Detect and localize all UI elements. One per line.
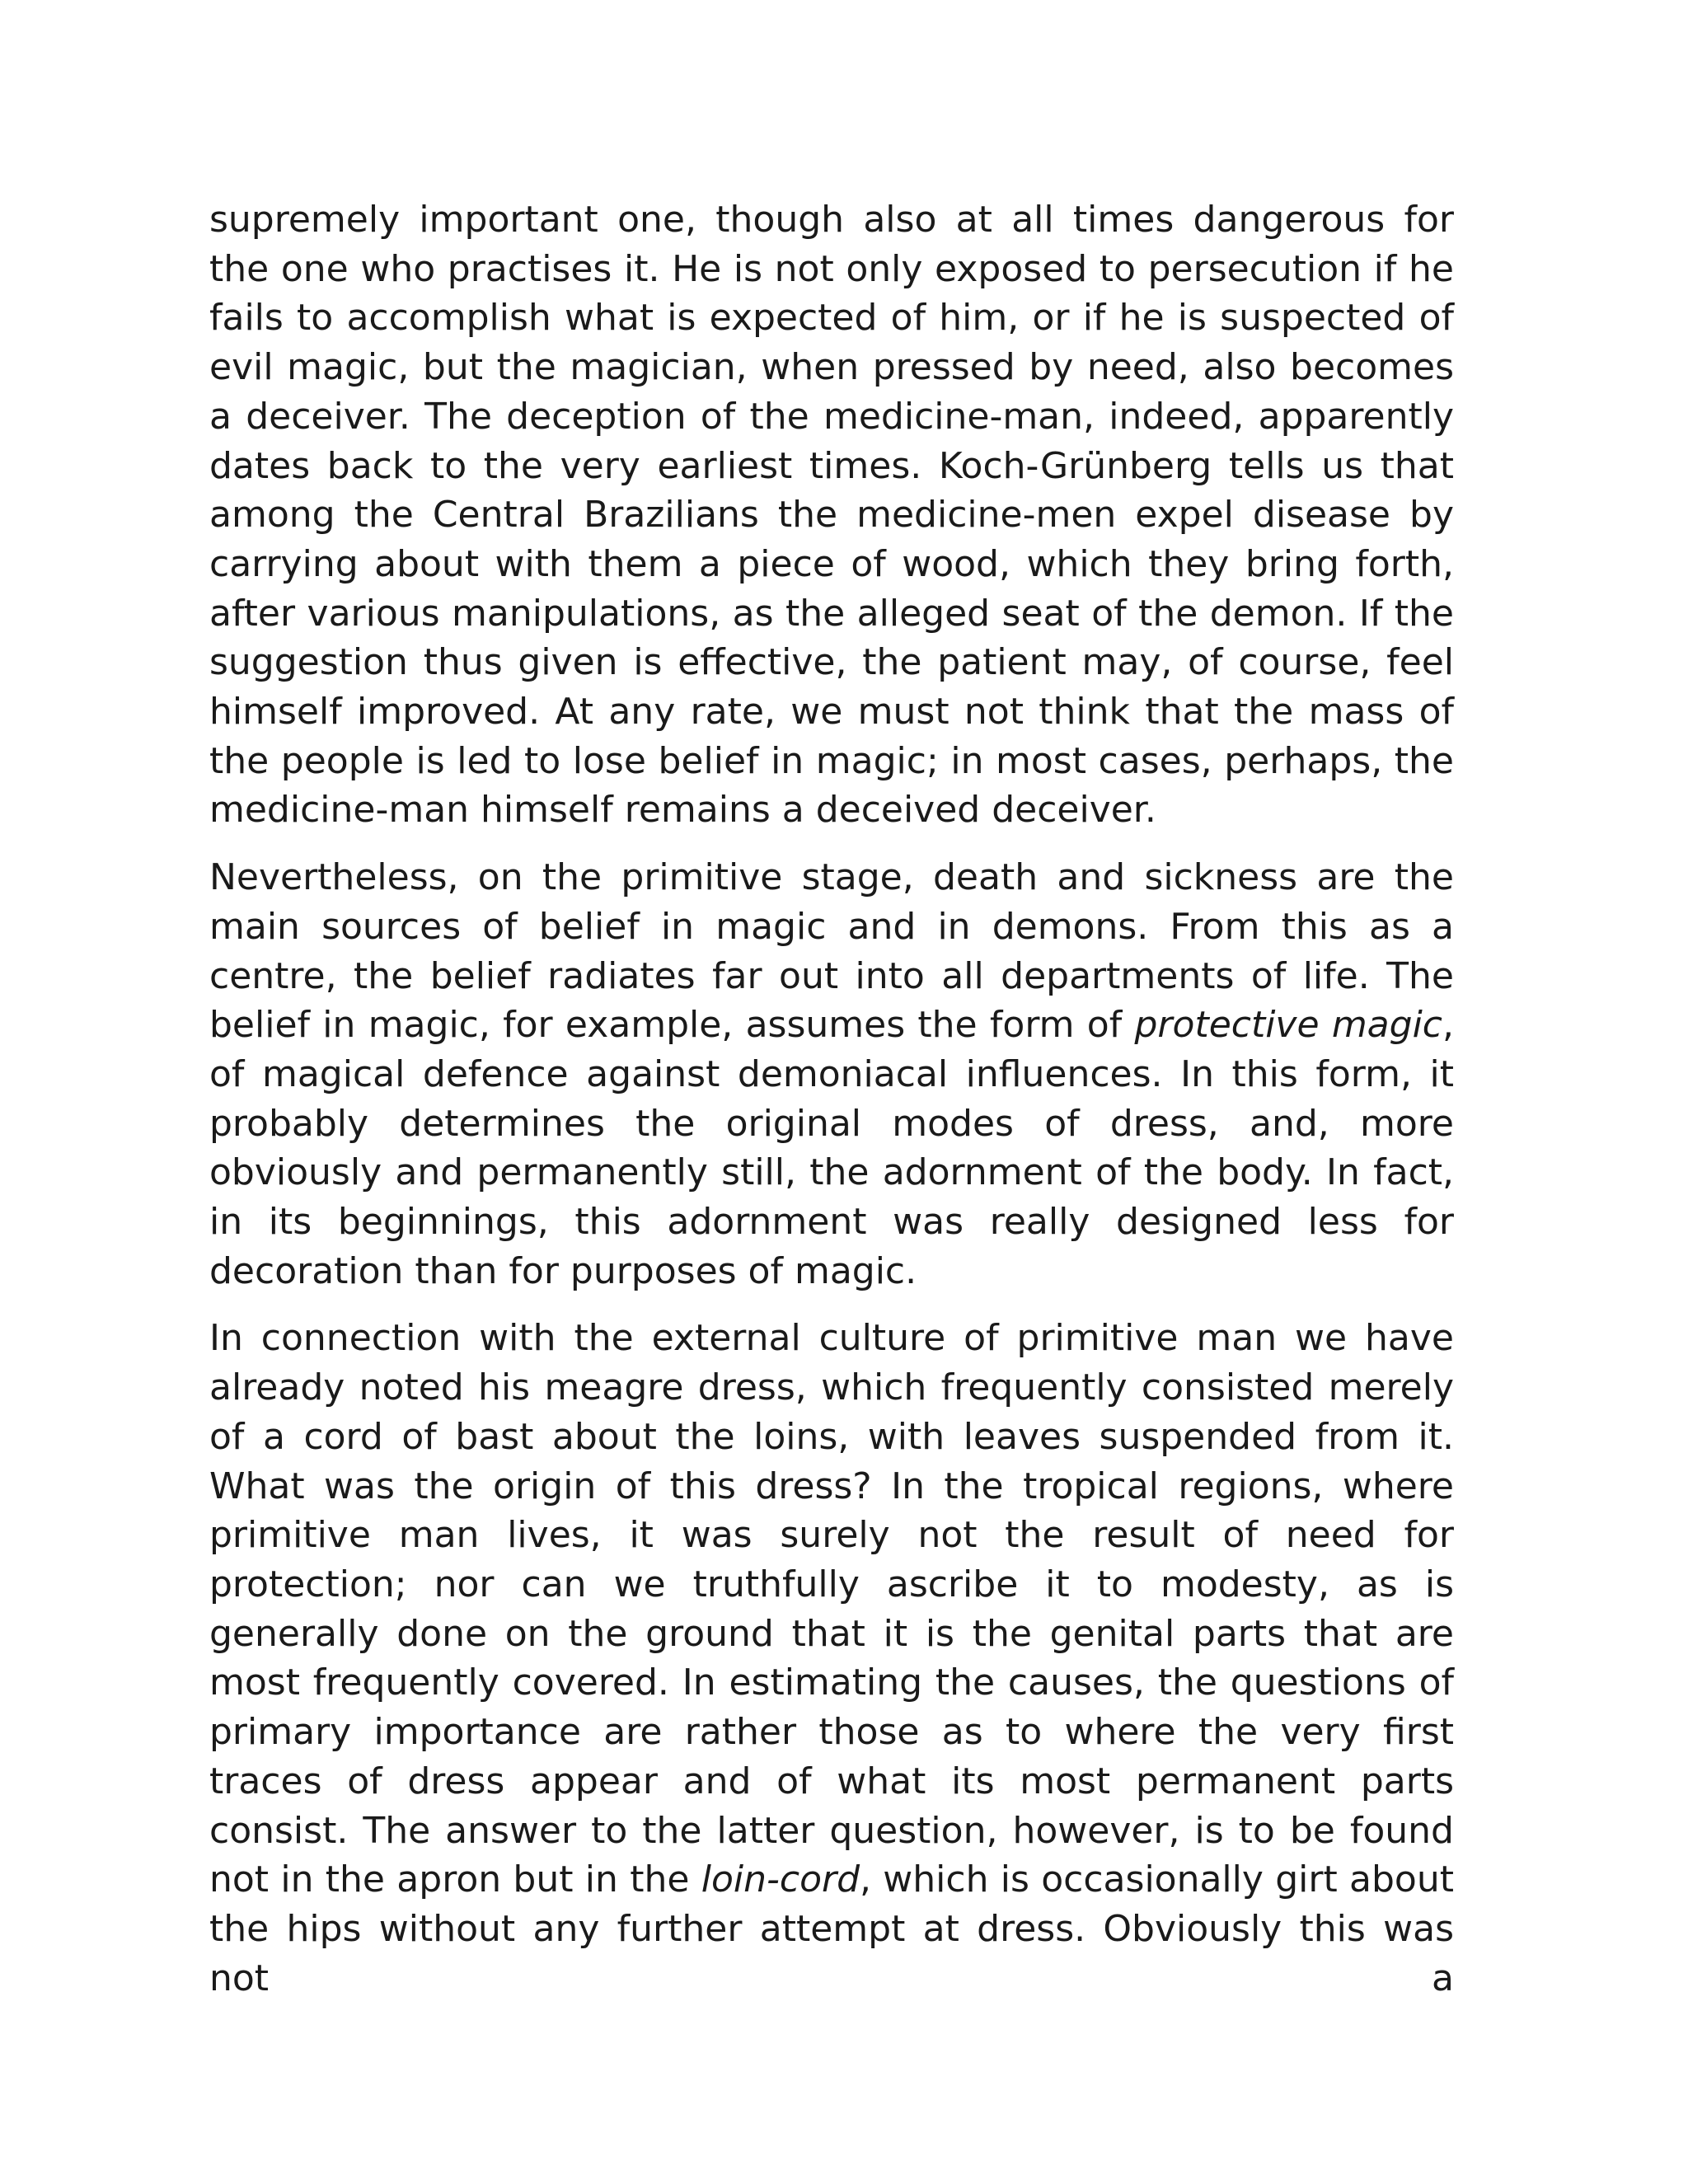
italic-term-protective-magic: protective magic: [1134, 1004, 1442, 1047]
paragraph-2: [209, 853, 1454, 1296]
italic-term-loin-cord: loin-cord: [701, 1858, 860, 1901]
paragraph-3-run-1: In connection with the external culture of primitive man we have already noted his meagre dress, which frequently consisted merely of a cord of bast about the loins, with leaves suspended from it. What was the origin of this dress? In the tropical regions, where primitive man lives, it was surely not the result of need for protection; nor can we truthfully ascribe it to modesty, as is generally done on the ground that it is the genital parts that are most frequently covered. In estimating the causes, the questions of primary importance are rather those as to where the very first traces of dress appear and of what its most permanent parts consist. The answer to the latter question, however, is to be found not in the apron but in the: [209, 1317, 1454, 1901]
paragraph-2-run-1: Nevertheless, on the primitive stage, death and sickness are the main sources of belief in magic and in demons. From this as a centre, the belief radiates far out into all departments of life. The belief in magic, for example, assumes the form of: [209, 856, 1454, 1047]
paragraph-2-run-3: , of magical defence against demoniacal influences. In this form, it probably determines the original modes of dress, and, more obviously and permanently still, the adornment of the body. In fact, in its beginnings, this adornment was really designed less for decoration than for purposes of magic.: [209, 1004, 1454, 1292]
paragraph-1: [209, 195, 1454, 835]
body-text: [209, 195, 1454, 2003]
paragraph-1-run-1: supremely important one, though also at all times dangerous for the one who practises it. He is not only exposed to persecution if he fails to accomplish what is expected of him, or if he is suspected of evil magic, but the magician, when pressed by need, also becomes a deceiver. The deception of the medicine-man, indeed, apparently dates back to the very earliest times. Koch-Grünberg tells us that among the Central Brazilians the medicine-men expel disease by carrying about with them a piece of wood, which they bring forth, after various manipulations, as the alleged seat of the demon. If the suggestion thus given is effective, the patient may, of course, feel himself improved. At any rate, we must not think that the mass of the people is led to lose belief in magic; in most cases, perhaps, the medicine-man himself remains a deceived deceiver.: [209, 199, 1454, 832]
paragraph-3-run-3: , which is occasionally girt about the hips without any further attempt at dress. Obviously this was not a: [209, 1858, 1454, 1999]
paragraph-3: [209, 1314, 1454, 2003]
